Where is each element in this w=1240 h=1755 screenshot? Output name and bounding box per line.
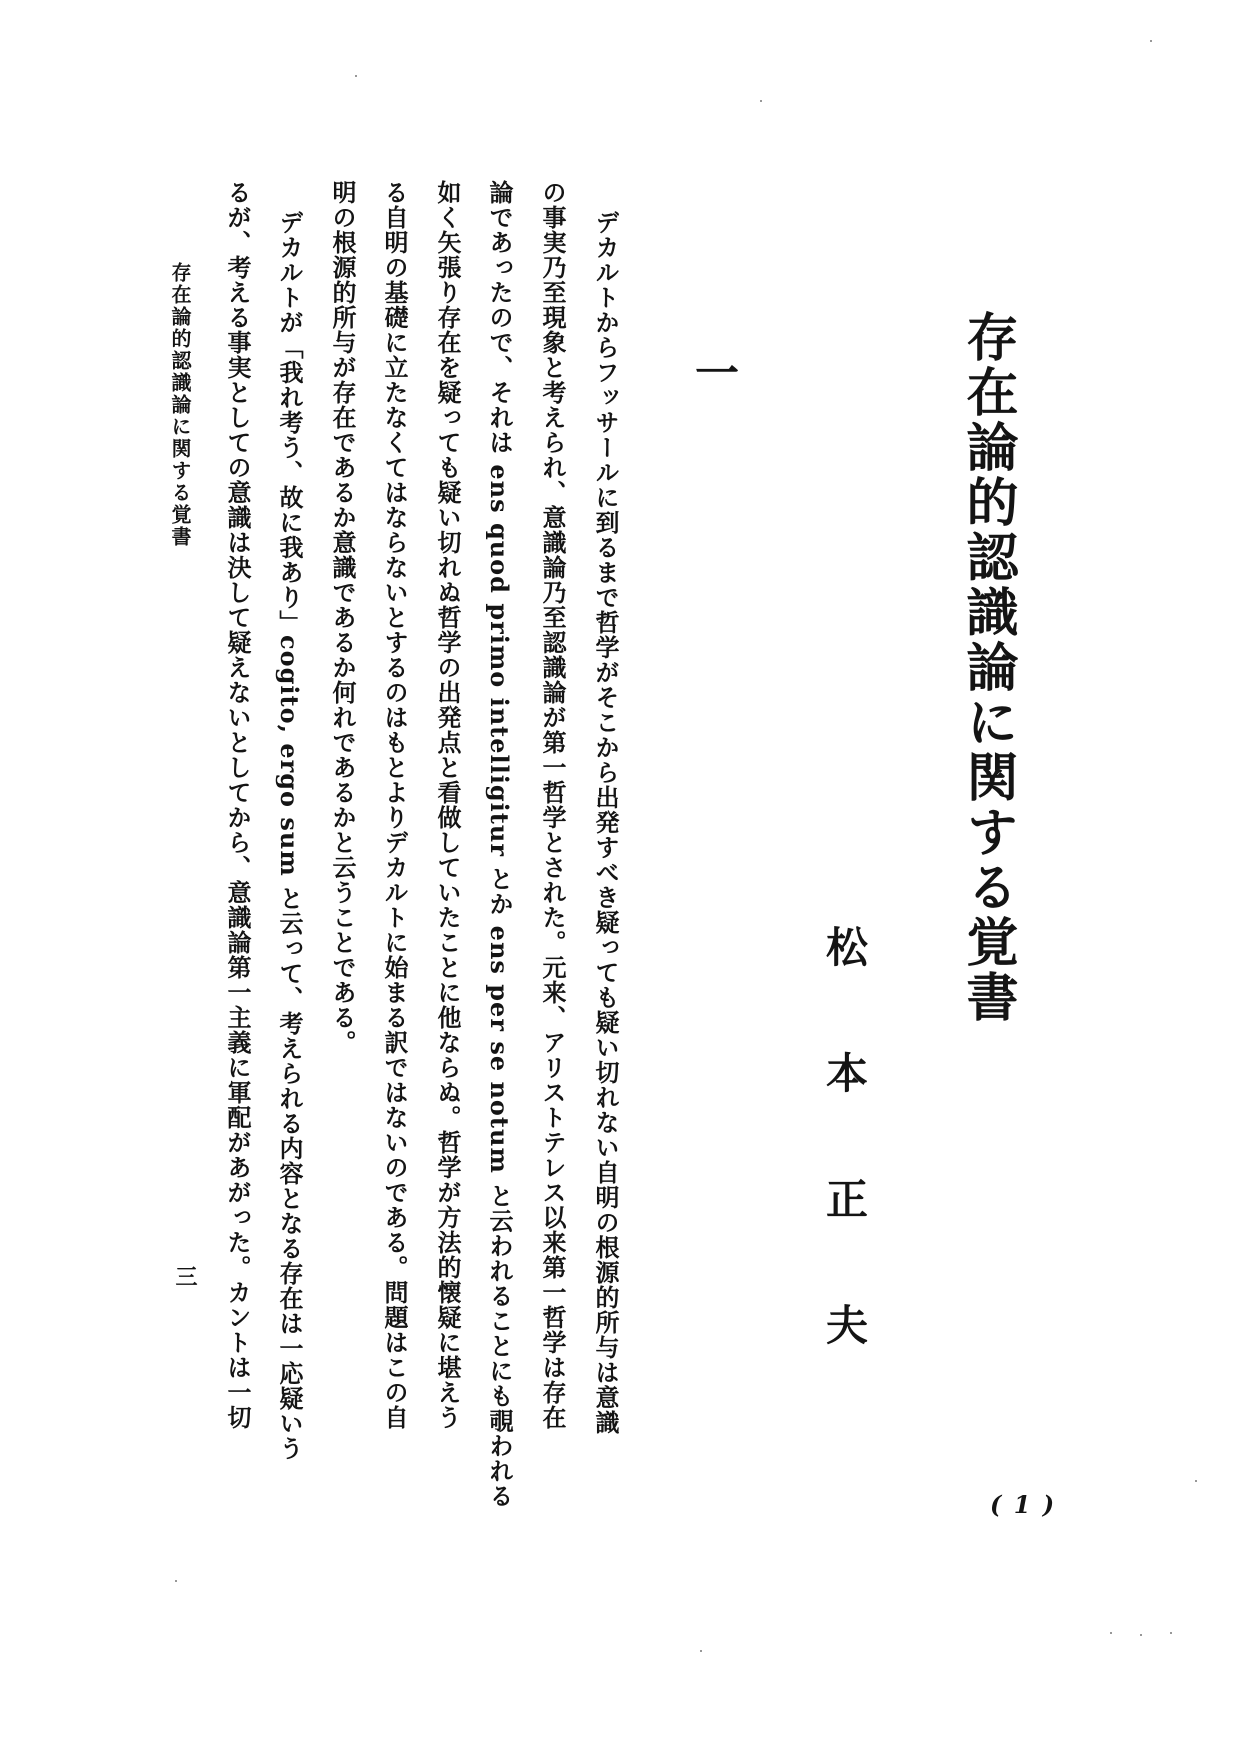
page-title: 存在論的認識論に関する覚書 <box>957 310 1018 1025</box>
body-line: 明の根源的所与が存在であるか意識であるか何れであるかと云うことである。 <box>328 180 357 1055</box>
body-line: の事実乃至現象と考えられ、意識論乃至認識論が第一哲学とされた。元来、アリストテレス以来第一哲学は存在 <box>538 180 567 1430</box>
section-number: 一 <box>687 350 738 394</box>
scan-speck <box>760 100 762 102</box>
folio: 三 <box>172 1265 198 1287</box>
scan-speck <box>700 1650 702 1652</box>
scan-speck <box>1195 1480 1197 1482</box>
scan-speck <box>1150 40 1152 42</box>
running-head: 存在論的認識論に関する覚書 <box>168 262 192 548</box>
scan-speck <box>355 75 357 77</box>
body-line: デカルトからフッサールに到るまで哲学がそこから出発すべき疑っても疑い切れない自明の根源的所与は意識 <box>591 210 620 1435</box>
scan-speck <box>175 1580 177 1582</box>
page-number: ( 1 ) <box>990 1490 1057 1519</box>
body-line: るが、考える事実としての意識は決して疑えないとしてから、意識論第一主義に軍配があがった。カントは一切 <box>223 180 252 1430</box>
scan-speck <box>1140 1634 1142 1636</box>
scan-speck <box>1110 1632 1112 1634</box>
body-line: る自明の基礎に立たなくてはならないとするのはもとよりデカルトに始まる訳ではないのである。問題はこの自 <box>380 180 409 1430</box>
body-line: 如く矢張り存在を疑っても疑い切れぬ哲学の出発点と看做していたことに他ならぬ。哲学が方法的懐疑に堪えう <box>433 180 462 1430</box>
author-name: 松本正夫 <box>820 925 869 1345</box>
body-line: 論であったので、それは ens quod primo intelligitur とか ens per se notum と云われることにも覗われる <box>485 180 514 1509</box>
scan-speck <box>1170 1632 1172 1634</box>
body-line: デカルトが「我れ考う、故に我あり」cogito, ergo sum と云って、考えられる内容となる存在は一応疑いう <box>275 210 304 1462</box>
